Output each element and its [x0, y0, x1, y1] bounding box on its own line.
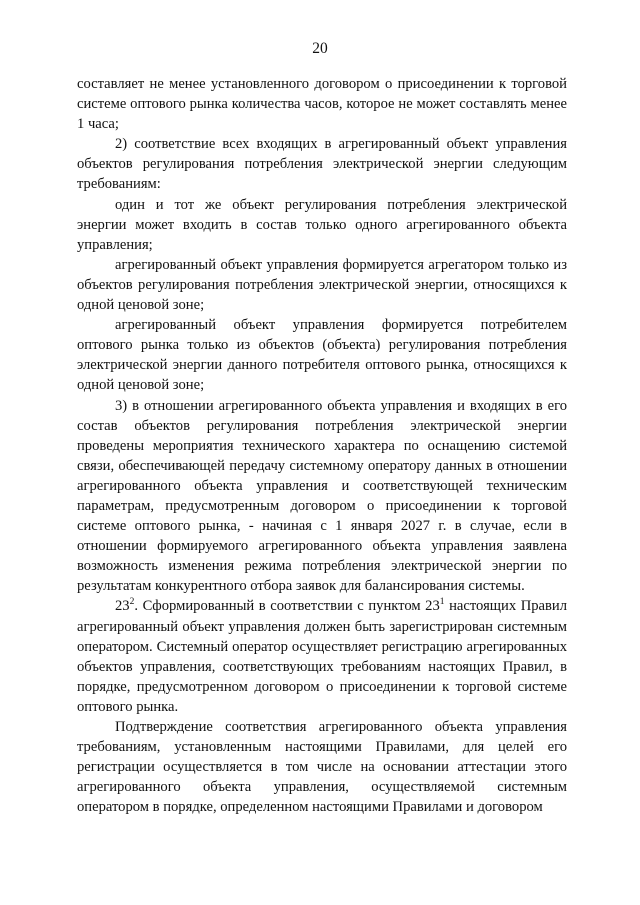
reference-superscript: 1	[439, 596, 445, 607]
paragraph-6: 3) в отношении агрегированного объекта управления и входящих в его состав объектов регулирования потребления электрической энергии проведены мероприятия технического характера по оснащению системой связи, обеспечивающей передачу системному оператору данных в отношении агрегированного объекта управления и соответствующей техническим параметрам, предусмотренным договором о присоединении к торговой системе оптового рынка, - начиная с 1 января 2027 г. в случае, если в отношении формируемого агрегированного объекта управления заявлена возможность изменения режима потребления электрической энергии по результатам конкурентного отбора заявок для балансирования системы.	[77, 397, 567, 595]
clause-superscript: 2	[129, 596, 135, 607]
paragraph-3: один и тот же объект регулирования потребления электрической энергии может входить в состав только одного агрегированного объекта управления;	[77, 196, 567, 253]
paragraph-8: Подтверждение соответствия агрегированного объекта управления требованиям, установленным настоящими Правилами, для целей его регистрации осуществляется в том числе на основании аттестации этого агрегированного объекта управления, осуществляемой системным оператором в порядке, определенном настоящими Правилами и договором	[77, 719, 567, 816]
paragraph-5: агрегированный объект управления формируется потребителем оптового рынка только из объектов (объекта) регулирования потребления электрической энергии данного потребителя оптового рынка, относящихся к одной ценовой зоне;	[77, 317, 567, 394]
paragraph-4: агрегированный объект управления формируется агрегатором только из объектов регулирования потребления электрической энергии, относящихся к одной ценовой зоне;	[77, 256, 567, 314]
paragraph-1: составляет не менее установленного договором о присоединении к торговой системе оптового рынка количества часов, которое не может составлять менее 1 часа;	[77, 76, 567, 133]
paragraph-7-text-b: настоящих Правил агрегированный объект управления должен быть зарегистрирован системным оператором. Системный оператор осуществляет регистрацию агрегированных объектов управления, соответствующих требованиям настоящих Правил, в порядке, предусмотренном договором о присоединении к торговой системе оптового рынка.	[77, 598, 567, 715]
page-number: 20	[312, 40, 328, 57]
paragraph-2: 2) соответствие всех входящих в агрегированный объект управления объектов регулирования потребления электрической энергии следующим требованиям:	[77, 136, 567, 193]
document-body	[77, 74, 567, 817]
paragraph-7	[77, 596, 567, 717]
paragraph-7-text-a: . Сформированный в соответствии с пунктом 23	[134, 598, 440, 615]
clause-number: 23	[115, 598, 130, 615]
